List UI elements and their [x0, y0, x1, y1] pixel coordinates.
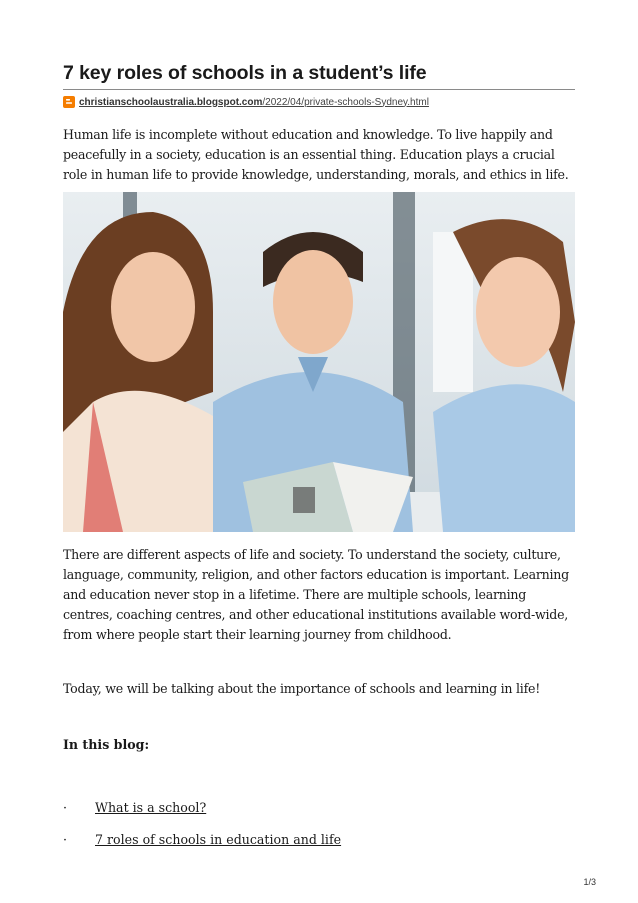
- source-domain: christianschoolaustralia.blogspot.com: [79, 96, 263, 108]
- toc-heading: In this blog:: [63, 737, 150, 752]
- title-divider: [63, 89, 575, 90]
- page-title: 7 key roles of schools in a student’s life: [63, 62, 427, 84]
- body-paragraph-3: Today, we will be talking about the importance of schools and learning in life!: [63, 681, 541, 696]
- toc-link-what-is-a-school[interactable]: What is a school?: [95, 800, 207, 815]
- source-path: /2022/04/private-schools-Sydney.html: [262, 96, 429, 108]
- bullet-marker: ·: [63, 832, 68, 847]
- toc-link-7-roles[interactable]: 7 roles of schools in education and life: [95, 832, 342, 847]
- students-reading-photo: [63, 192, 575, 532]
- body-paragraph-2: There are different aspects of life and society. To understand the society, culture, language, community, religion, and other factors education is important. Learning and education never stop in a lifetime. There are multiple schools, learning centres, coaching centres, and other educational institutions available word-wide, from where people start their learning journey from childhood.: [63, 547, 569, 642]
- toc-item: [63, 800, 206, 815]
- intro-paragraph: Human life is incomplete without education and knowledge. To live happily and peacefully in a society, education is an essential thing. Education plays a crucial role in human life to provide knowledge, understanding, morals, and ethics in life.: [63, 127, 569, 182]
- source-link-row: [63, 95, 429, 109]
- bullet-marker: ·: [63, 800, 68, 815]
- source-url-link[interactable]: [79, 97, 429, 108]
- page-number: 1/3: [583, 877, 596, 887]
- toc-item: [63, 832, 341, 847]
- blogger-icon: [63, 96, 75, 108]
